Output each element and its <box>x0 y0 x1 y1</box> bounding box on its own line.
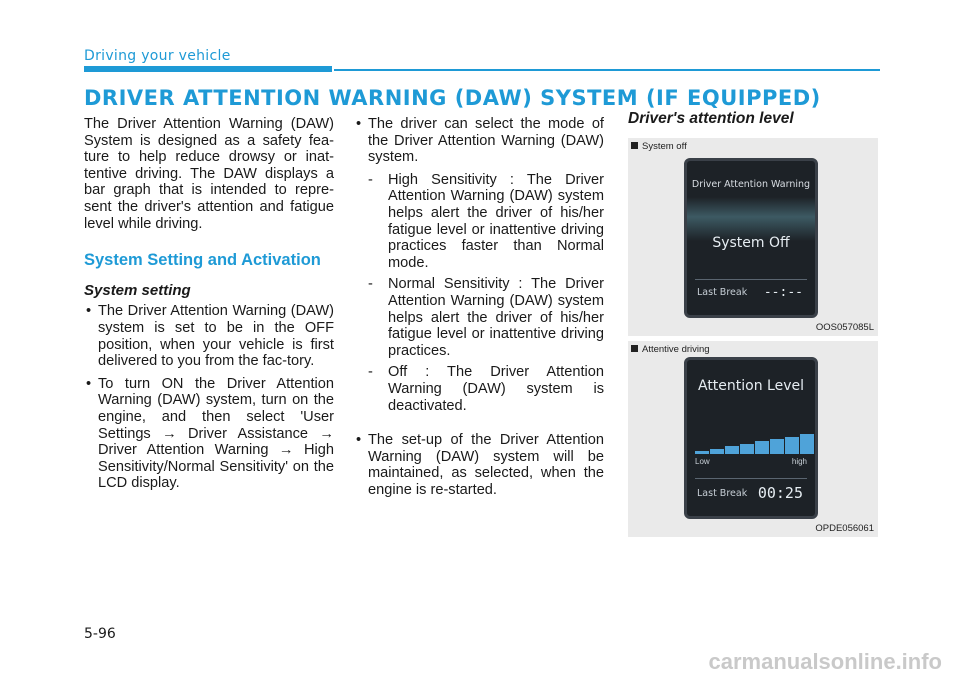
bullet-icon: • <box>356 432 362 449</box>
low-label: Low <box>695 457 710 466</box>
subheading: System setting <box>84 281 191 299</box>
cluster-screen <box>684 357 818 519</box>
list-item <box>84 303 334 369</box>
attention-bar-segment <box>725 446 739 454</box>
list-item-text: The driver can select the mode of the Driver Attention Warning (DAW) system. <box>368 116 604 166</box>
attention-bar-segment <box>710 449 724 454</box>
attention-bar-segment <box>800 434 814 454</box>
attention-bar-segment <box>755 441 769 454</box>
bullet-icon: • <box>86 375 92 392</box>
list-item-text: To turn ON the Driver Attention Warning (DAW) system, turn on the engine, and then select 'User Settings → Driver Assistance → Driver Attention Warning → High Sensitivity/Normal Sensitivity' on the LCD display. <box>98 375 334 492</box>
sub-item-text: Off : The Driver Attention Warning (DAW) system is deactivated. <box>388 364 604 414</box>
dash-icon: - <box>368 276 373 293</box>
square-bullet-icon <box>631 142 638 149</box>
cluster-screen <box>684 158 818 318</box>
column-1 <box>84 116 334 498</box>
column-2 <box>354 116 604 504</box>
screen-title: Attention Level <box>697 378 805 394</box>
attention-level-heading: Driver's attention level <box>628 110 794 127</box>
bullet-icon: • <box>86 303 92 320</box>
attention-bar-segment <box>785 437 799 454</box>
list-item-text: The Driver Attention Warning (DAW) system is set to be in the OFF position, when your vehicle is first delivered to you from the fac-tory. <box>98 303 334 370</box>
dash-icon: - <box>368 364 373 381</box>
header-rule-thick <box>84 66 332 72</box>
figure-code: OOS057085L <box>815 322 874 333</box>
figure-caption <box>631 344 710 355</box>
page-title: DRIVER ATTENTION WARNING (DAW) SYSTEM (IF EQUIPPED) <box>84 86 821 110</box>
section-label: Driving your vehicle <box>84 48 231 64</box>
last-break-timer: --:-- <box>763 285 803 300</box>
bullet-icon: • <box>356 116 362 132</box>
figure-caption <box>631 141 687 152</box>
attentive-driving-figure <box>628 341 878 537</box>
sub-item-text: High Sensitivity : The Driver Attention Warning (DAW) system helps alert the driver of his/her fatigue level or inattentive driving practices faster than Normal mode. <box>388 171 604 271</box>
intro-paragraph: The Driver Attention Warning (DAW) System is designed as a safety fea-ture to help reduce drowsy or inat-tentive driving. The DAW displays a bar graph that is intended to repre-sent the driver's attention and fatigue level while driving. <box>84 116 334 232</box>
list-item-text: The set-up of the Driver Attention Warning (DAW) system will be maintained, as selected, when the engine is re-started. <box>368 432 604 498</box>
last-break-timer: 00:25 <box>757 484 803 502</box>
last-break-label: Last Break <box>697 287 748 298</box>
screen-header: Driver Attention Warning <box>691 179 811 190</box>
screen-divider <box>695 279 807 280</box>
list-item <box>84 376 334 492</box>
caption-text: Attentive driving <box>642 344 710 355</box>
watermark: carmanualsonline.info <box>708 649 942 674</box>
sub-item-text: Normal Sensitivity : The Driver Attention Warning (DAW) system helps alert the driver of his/her fatigue level or inattentive driving practices. <box>388 276 604 359</box>
caption-text: System off <box>642 141 687 152</box>
attention-bar-graph <box>695 434 814 454</box>
last-break-label: Last Break <box>697 488 748 499</box>
page-number: 5-96 <box>84 626 116 642</box>
high-label: high <box>791 457 807 466</box>
screen-divider <box>695 478 807 479</box>
list-item <box>354 432 604 498</box>
system-off-figure <box>628 138 878 336</box>
screen-status: System Off <box>712 235 790 251</box>
square-bullet-icon <box>631 345 638 352</box>
sub-item <box>368 172 604 272</box>
attention-bar-segment <box>695 451 709 454</box>
attention-bar-segment <box>740 444 754 454</box>
attention-bar-segment <box>770 439 784 454</box>
sub-item <box>368 364 604 414</box>
list-item <box>354 116 604 166</box>
dash-icon: - <box>368 171 373 188</box>
sub-item <box>368 276 604 359</box>
header-rule-thin <box>334 69 880 71</box>
section-heading: System Setting and Activation <box>84 251 321 270</box>
figure-code: OPDE056061 <box>815 523 874 534</box>
